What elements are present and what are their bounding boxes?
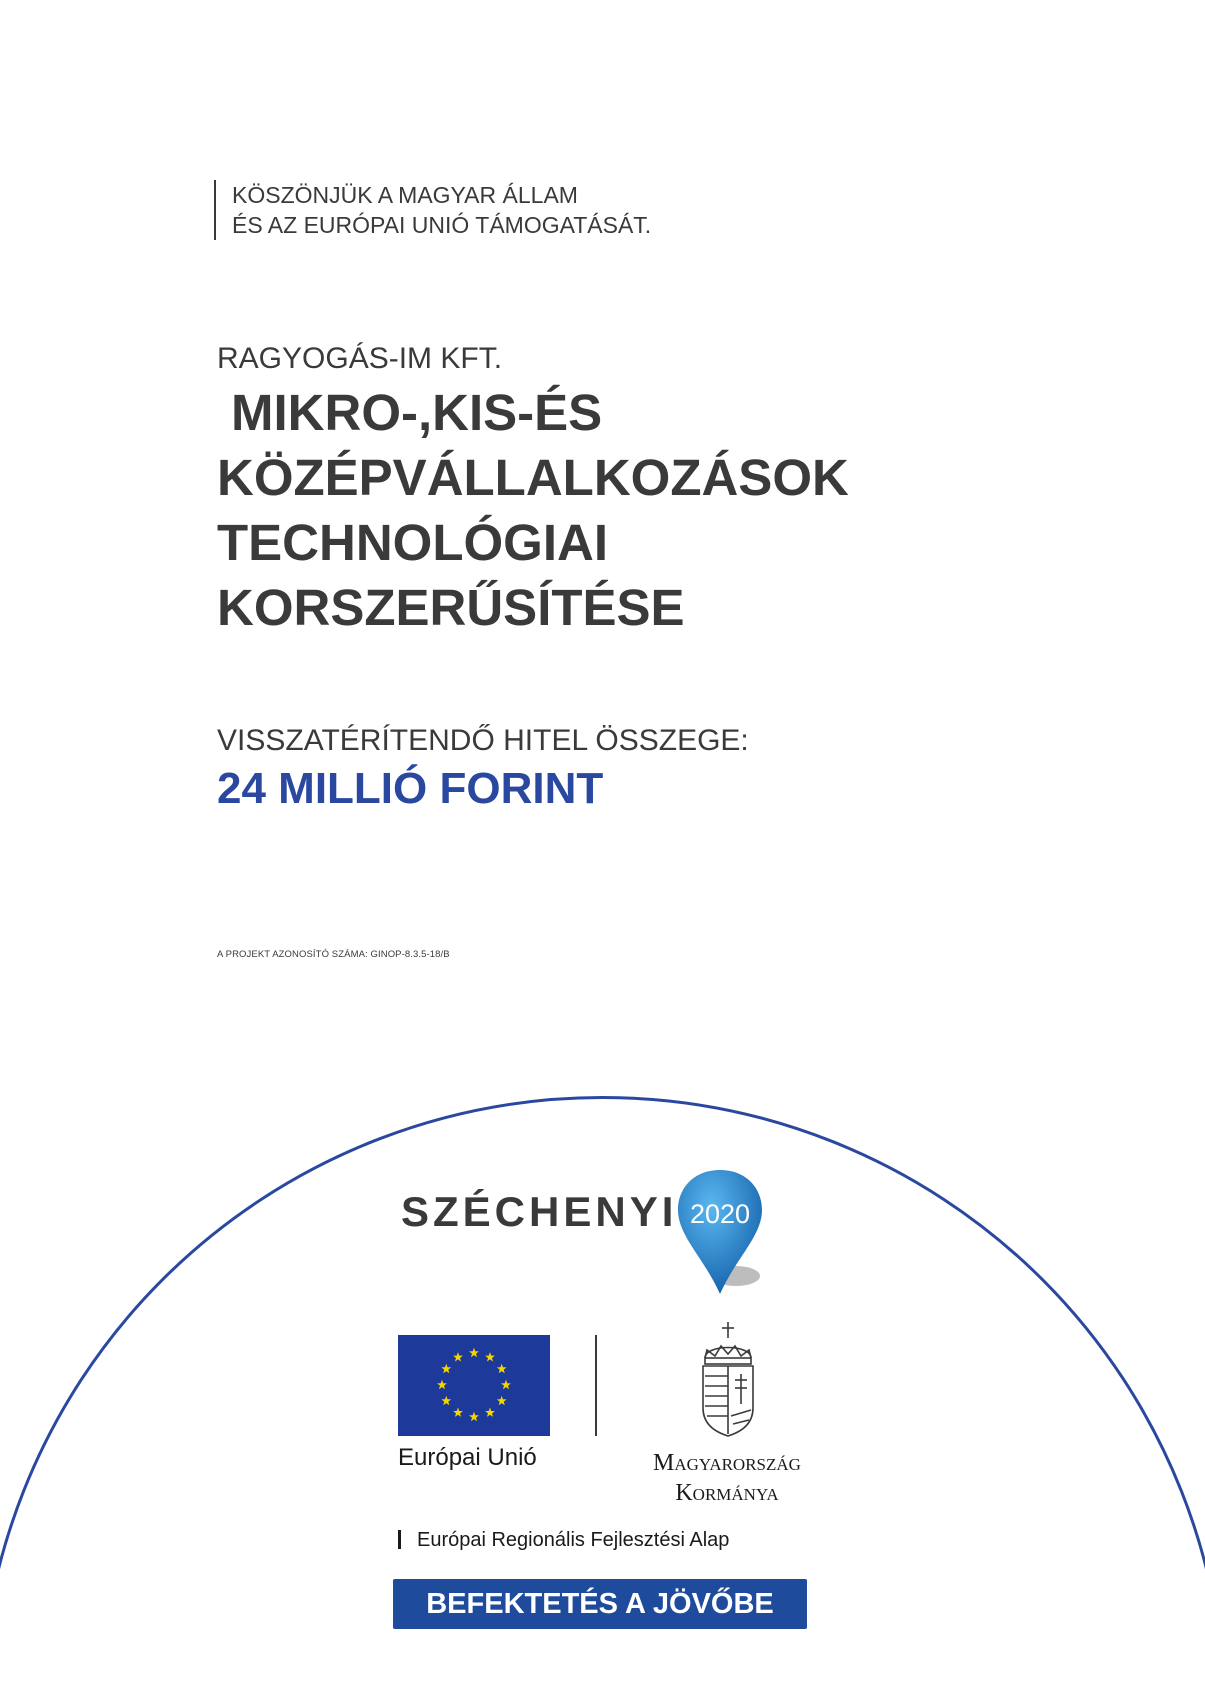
szechenyi-year: 2020 [689, 1199, 751, 1229]
project-title [217, 380, 849, 640]
thanks-line-1: KÖSZÖNJÜK A MAGYAR ÁLLAM [232, 182, 578, 208]
project-id: A PROJEKT AZONOSÍTÓ SZÁMA: GINOP-8.3.5-18/B [217, 949, 450, 960]
thanks-statement [214, 180, 651, 240]
eu-label: Európai Unió [398, 1444, 537, 1471]
project-title-line-4: KORSZERŰSÍTÉSE [217, 579, 685, 636]
fund-label-bar [398, 1530, 401, 1549]
thanks-line-2: ÉS AZ EURÓPAI UNIÓ TÁMOGATÁSÁT. [232, 212, 652, 238]
fund-label-text: Európai Regionális Fejlesztési Alap [417, 1529, 730, 1551]
project-title-line-1: MIKRO-,KIS-ÉS [231, 384, 603, 441]
project-title-line-3: TECHNOLÓGIAI [217, 514, 608, 571]
project-title-line-2: KÖZÉPVÁLLALKOZÁSOK [217, 449, 849, 506]
logo-divider [595, 1335, 597, 1436]
loan-label: VISSZATÉRÍTENDŐ HITEL ÖSSZEGE: [217, 724, 749, 757]
hungarian-coat-of-arms-icon [693, 1320, 763, 1440]
szechenyi-2020-pin-logo [674, 1166, 774, 1298]
fund-label [398, 1529, 729, 1552]
eu-flag-logo [398, 1335, 550, 1436]
szechenyi-wordmark: SZÉCHENYI [401, 1188, 678, 1235]
invest-future-banner: BEFEKTETÉS A JÖVŐBE [393, 1579, 807, 1629]
government-label-line-2: Kormánya [675, 1480, 779, 1506]
government-label [627, 1448, 827, 1508]
company-name: RAGYOGÁS-IM KFT. [217, 342, 503, 375]
government-label-line-1: Magyarország [653, 1450, 801, 1476]
loan-amount: 24 MILLIÓ FORINT [217, 764, 604, 813]
